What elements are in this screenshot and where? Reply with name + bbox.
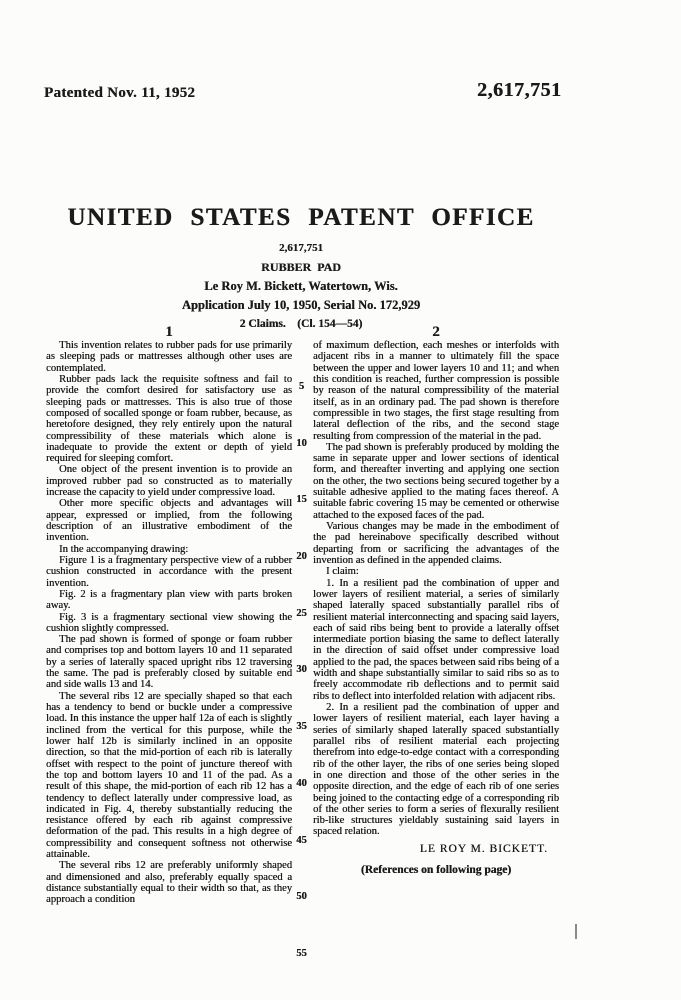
body-paragraph: The several ribs 12 are specially shaped so that each has a tendency to bend or buckle under a compressive load. In this instance the upper half 12a of each is slightly inclined from the vertical for this purpose, while the lower half 12b is similarly inclined in an opposite direction, so that the mid-portion of each rib is laterally offset with respect to the point of juncture thereof with the top and bottom layers 10 and 11 of the pad. As a result of this shape, the mid-portion of each rib 12 has a tendency to deflect laterally under compressive load, as indicated in Fig. 4, thereby substantially reducing the resistance offered by each rib against compressive deformation of the pad. This results in a high degree of compressibility and consequent softness not otherwise attainable. [46,690,292,861]
body-paragraph: One object of the present invention is to provide an improved rubber pad so constructed as to materially increase the capacity to yield under compressive load. [46,464,292,499]
patent-office-title: UNITED STATES PATENT OFFICE [67,204,535,231]
body-paragraph: The several ribs 12 are preferably uniformly shaped and dimensioned and also, preferably equally spaced a distance substantially equal to their width so that, as they approach a condition [46,860,292,906]
body-paragraph: The pad shown is formed of sponge or foam rubber and comprises top and bottom layers 10 and 11 separated by a series of laterally spaced upright ribs 12 traversing the same. The pad is preferably closed by suitable end and side walls 13 and 14. [46,634,292,691]
body-paragraph: Various changes may be made in the embodiment of the pad hereinabove specifically described without departing from or sacrificing the advantages of the invention as defined in the appended claims. [313,521,559,566]
line-number-gutter [290,381,313,959]
body-paragraph: In the accompanying drawing: [59,543,189,555]
body-paragraph: This invention relates to rubber pads for use primarily as sleeping pads or mattresses although other uses are contemplated. [46,340,292,374]
body-paragraph: Figure 1 is a fragmentary perspective view of a rubber cushion constructed in accordance with the present invention. [46,554,292,589]
line-number: 40 [296,777,307,789]
body-paragraph: The pad shown is preferably produced by molding the same in separate upper and lower sections of identical form, and thereafter inverting and applying one section on the other, the two sections being secured together by a suitable adhesive applied to the mating faces thereof. A suitable fabric covering 15 may be cemented or otherwise attached to the exposed faces of the pad. [313,441,559,521]
references-note: (References on following page) [360,864,512,877]
line-number: 45 [296,834,307,846]
column-number-right: 2 [432,324,440,340]
inventor-line: Le Roy M. Bickett, Watertown, Wis. [204,279,398,293]
body-paragraph: Fig. 2 is a fragmentary plan view with parts broken away. [46,588,292,612]
line-number: 25 [296,607,307,619]
right-column [313,340,559,876]
line-number: 30 [296,664,307,676]
meta-patent-number: 2,617,751 [279,242,323,254]
inventor-signature: LE ROY M. BICKETT. [419,842,548,855]
line-number: 55 [296,947,307,959]
claims-line: 2 Claims. (Cl. 154—54) [239,318,363,330]
claim-2: 2. In a resilient pad the combination of upper and lower layers of resilient material, each layer having a series of similarly shaped laterally spaced substantially parallel ribs of resilient material each projecting therefrom into edge-to-edge contact with a corresponding rib of the other layer, the ribs of one series being sloped in one direction and those of the other series in the opposite direction, and the edge of each rib of one series being joined to the contacting edge of a corresponding rib of the other series to form a series of flexurally resilient rib-like structures yieldably sustaining said layers in spaced relation. [313,702,559,838]
body-paragraph: Other more specific objects and advantages will appear, expressed or implied, from the following description of an illustrative embodiment of the invention. [46,498,292,544]
application-line: Application July 10, 1950, Serial No. 172,929 [181,298,421,312]
patent-number-header: 2,617,751 [477,79,562,101]
body-paragraph: Rubber pads lack the requisite softness and fail to provide the comfort desired for satisfactory use as sleeping pads or mattresses. This is also true of those composed of socalled sponge or foam rubber, because, as heretofore designed, they rely entirely upon the natural compressibility of these materials which alone is inadequate to provide the extent or depth of yield required for sleeping comfort. [46,373,292,465]
patented-date: Patented Nov. 11, 1952 [44,85,196,101]
left-column [46,340,292,906]
column-number-left: 1 [165,324,173,340]
invention-title: RUBBER PAD [261,260,341,274]
claim-intro: I claim: [326,566,359,578]
body-paragraph: Fig. 3 is a fragmentary sectional view showing the cushion slightly compressed. [46,611,292,634]
body-paragraph: of maximum deflection, each meshes or interfolds with adjacent ribs in a manner to ultimately fill the space between the upper and lower layers 10 and 11; and when this condition is reached, further compression is possible by reason of the natural compressibility of the material itself, as in an ordinary pad. The pad shown is therefore compressible in two stages, the first stage resulting from lateral deflection of the ribs, and the second stage resulting from compression of the material in the pad. [313,340,559,442]
line-number: 15 [296,494,307,506]
line-number: 5 [298,381,305,392]
claim-1: 1. In a resilient pad the combination of upper and lower layers of resilient material, a series of similarly shaped laterally spaced substantially parallel ribs of resilient material interconnecting and spacing said layers, each of said ribs being bent to provide a laterally offset intermediate portion biasing the same to deflect laterally in the direction of said offset under compressive load applied to the pad, the spaces between said ribs being of a width and shape substantially similar to said ribs so as to freely accommodate rib deflections and to permit said ribs to deflect into interfolded relation with adjacent ribs. [313,577,559,702]
line-number: 50 [296,891,307,903]
patent-meta-block [40,239,562,334]
line-number: 20 [296,551,307,563]
scan-artifact-line [575,924,577,939]
line-number: 35 [296,721,307,733]
line-number: 10 [296,437,307,449]
